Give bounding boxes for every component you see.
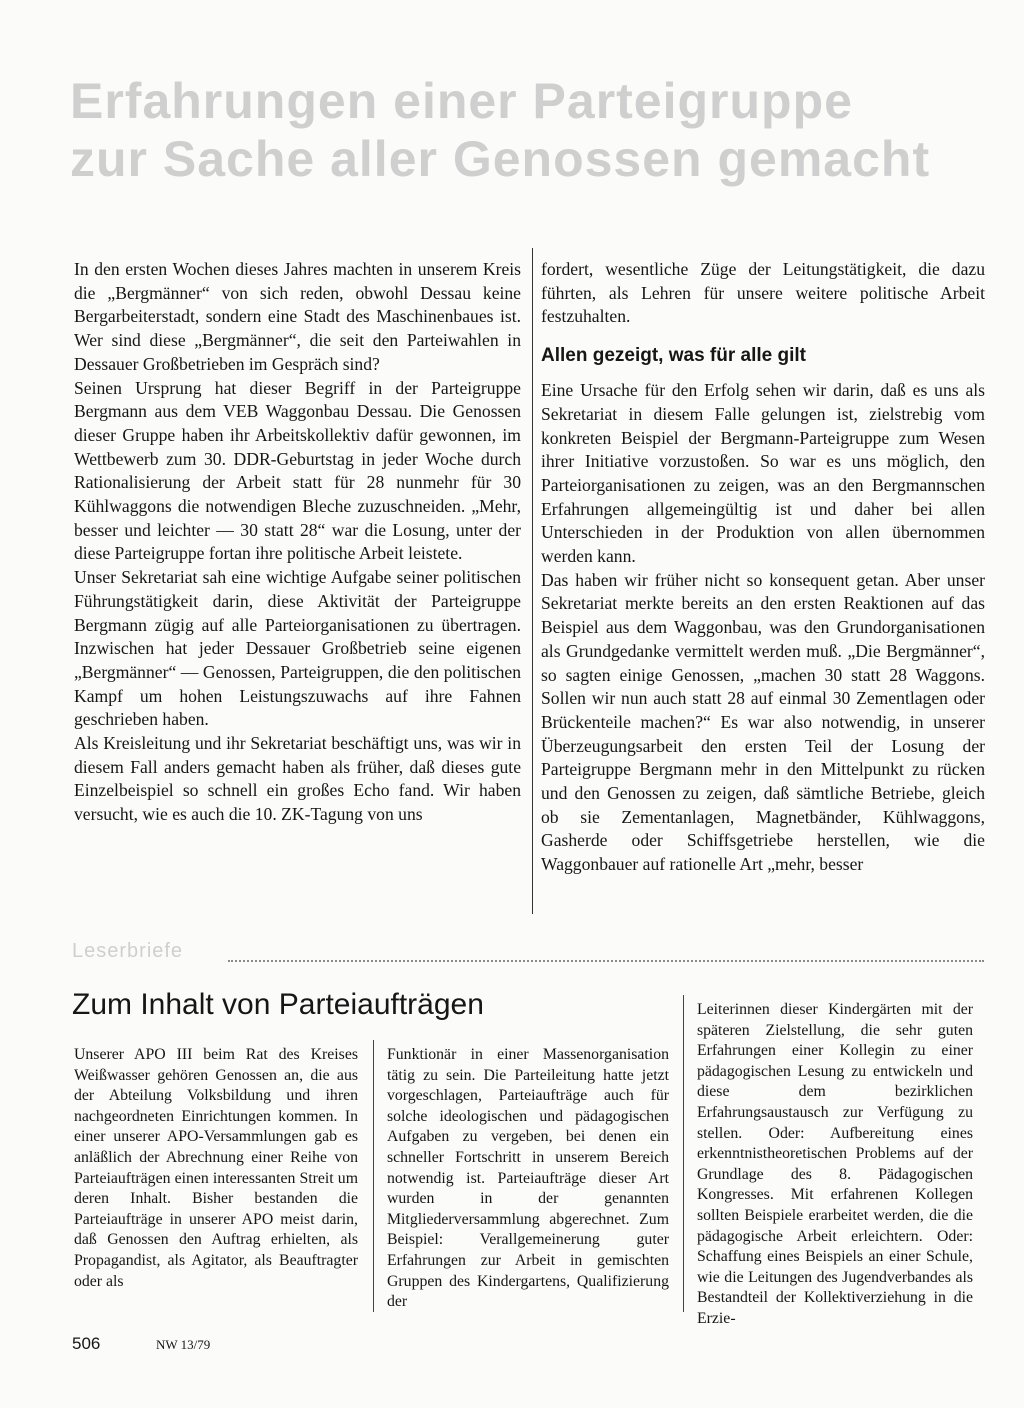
letter-column-1 <box>74 1045 358 1292</box>
subheading: Allen gezeigt, was für alle gilt <box>541 345 806 367</box>
main-article-column-1 <box>74 258 521 827</box>
column-divider <box>532 248 533 914</box>
section-header <box>72 940 984 970</box>
column-divider <box>683 995 684 1312</box>
headline-line-2: zur Sache aller Genossen gemacht <box>70 131 931 187</box>
paragraph: Seinen Ursprung hat dieser Begriff in der Parteigruppe Bergmann aus dem VEB Waggonbau Dessau. Die Genossen dieser Gruppe haben ihr Arbeitskollektiv dafür gewonnen, im Wettbewerb zum 30. DDR-Geburtstag in jeder Woche durch Rationalisierung der Arbeit statt für 28 nunmehr für 30 Kühlwaggons die notwendigen Bleche zuzuschneiden. „Mehr, besser und leichter — 30 statt 28“ war die Losung, unter der diese Parteigruppe fortan ihre politische Arbeit leistete. <box>74 377 521 564</box>
paragraph: Unser Sekretariat sah eine wichtige Aufgabe seiner politischen Führungstätigkeit darin, diese Aktivität der Parteigruppe Bergmann zügig auf alle Parteiorganisationen zu übertragen. Inzwischen hat jeder Dessauer Großbetrieb seine eigenen „Bergmänner“ — Genossen, Parteigruppen, die den politischen Kampf um hohen Leistungszuwachs auf ihre Fahnen geschrieben haben. <box>74 567 521 730</box>
paragraph: Das haben wir früher nicht so konsequent getan. Aber unser Sekretariat merkte bereits an den ersten Reaktionen auf das Beispiel aus dem Waggonbau, was den Grundorganisationen als Grundgedanke vermittelt werden muß. „Die Bergmänner“, so sagten einige Genossen, „machen 30 statt 28 Waggons. Sollen wir nun auch statt 28 auf einmal 30 Zementlagen oder Brückenteile machen?“ Es war also notwendig, in unserer Überzeugungsarbeit den ersten Teil der Losung der Parteigruppe Bergmann mehr in den Mittelpunkt zu rücken und den Genossen zu zeigen, daß sämtliche Betriebe, gleich ob sie Zementanlagen, Magnetbänder, Kühlwaggons, Gasherde oder Schiffsgetriebe herstellen, wie die Waggonbauer auf rationelle Art „mehr, besser <box>541 569 985 875</box>
paragraph: Als Kreisleitung und ihr Sekretariat beschäftigt uns, was wir in diesem Fall anders gemacht haben als früher, daß dieses gute Einzelbeispiel so schnell ein großes Echo fand. Wir haben versucht, wie es auch die 10. ZK-Tagung von uns <box>74 733 521 825</box>
dotted-rule <box>228 960 984 962</box>
page-number: 506 <box>72 1334 101 1353</box>
letter-column-2 <box>387 1045 669 1313</box>
paragraph: Unserer APO III beim Rat des Kreises Weißwasser gehören Genossen an, die aus der Abteilung Volksbildung und ihren nachgeordneten Einrichtungen kommen. In einer unserer APO-Versammlungen gab es anläßlich der Abrechnung einer Reihe von Parteiaufträgen einen interessanten Streit um deren Inhalt. Bisher bestanden die Parteiaufträge in unserer APO meist darin, daß Genossen den Auftrag erhielten, als Propagandist, als Agitator, als Beauftragter oder als <box>74 1046 358 1290</box>
letter-column-3 <box>697 1000 973 1330</box>
paragraph: fordert, wesentliche Züge der Leitungstätigkeit, die dazu führten, als Lehren für unsere weitere politische Arbeit festzuhalten. <box>541 259 985 327</box>
main-article-column-2 <box>541 258 985 877</box>
section-label: Leserbriefe <box>72 940 184 962</box>
paragraph: Eine Ursache für den Erfolg sehen wir darin, daß es uns als Sekretariat in diesem Falle gelungen ist, zielstrebig vom konkreten Beispiel der Bergmann-Parteigruppe zum Wesen ihrer Initiative vorzustoßen. So war es uns möglich, den Parteiorganisationen zu zeigen, was an den Bergmannschen Erfahrungen allgemeingültig ist und daher bei allen Unterschieden in der Produktion von allen übernommen werden kann. <box>541 380 985 567</box>
issue-label: NW 13/79 <box>156 1337 211 1352</box>
paragraph: Leiterinnen dieser Kindergärten mit der späteren Zielstellung, die sehr guten Erfahrungen einer Kollegin zu einer pädagogischen Lesung zu entwickeln und diese dem bezirklichen Erfahrungsaustausch zur Verfügung zu stellen. Oder: Aufbereitung eines erkenntnistheoretischen Problems auf der Grundlage des 8. Pädagogischen Kongresses. Mit erfahrenen Kollegen sollten Beispiele erarbeitet werden, die die pädagogische Arbeit erleichtern. Oder: Schaffung eines Beispiels an einer Schule, wie die Leitungen des Jugendverbandes als Bestandteil der Kollektiverziehung in die Erzie- <box>697 1001 973 1327</box>
letter-title: Zum Inhalt von Parteiaufträgen <box>72 988 484 1021</box>
paragraph: Funktionär in einer Massenorganisation tätig zu sein. Die Parteileitung hatte jetzt vorgeschlagen, Parteiaufträge auch für solche ideologischen und pädagogischen Aufgaben zu vergeben, bei denen ein schneller Fortschritt in unserem Bereich notwendig ist. Parteiaufträge dieser Art wurden in der genannten Mitgliederversammlung abgerechnet. Zum Beispiel: Verallgemeinerung guter Erfahrungen zur Arbeit in gemischten Gruppen des Kindergartens, Qualifizierung der <box>387 1046 669 1311</box>
headline-line-1: Erfahrungen einer Parteigruppe <box>70 73 853 129</box>
column-divider <box>373 1040 374 1312</box>
headline <box>70 72 990 188</box>
paragraph: In den ersten Wochen dieses Jahres machten in unserem Kreis die „Bergmänner“ von sich reden, obwohl Dessau keine Bergarbeiterstadt, sondern eine Stadt des Maschinenbaues ist. Wer sind diese „Bergmänner“, die seit den Parteiwahlen in Dessauer Großbetrieben im Gespräch sind? <box>74 259 521 374</box>
